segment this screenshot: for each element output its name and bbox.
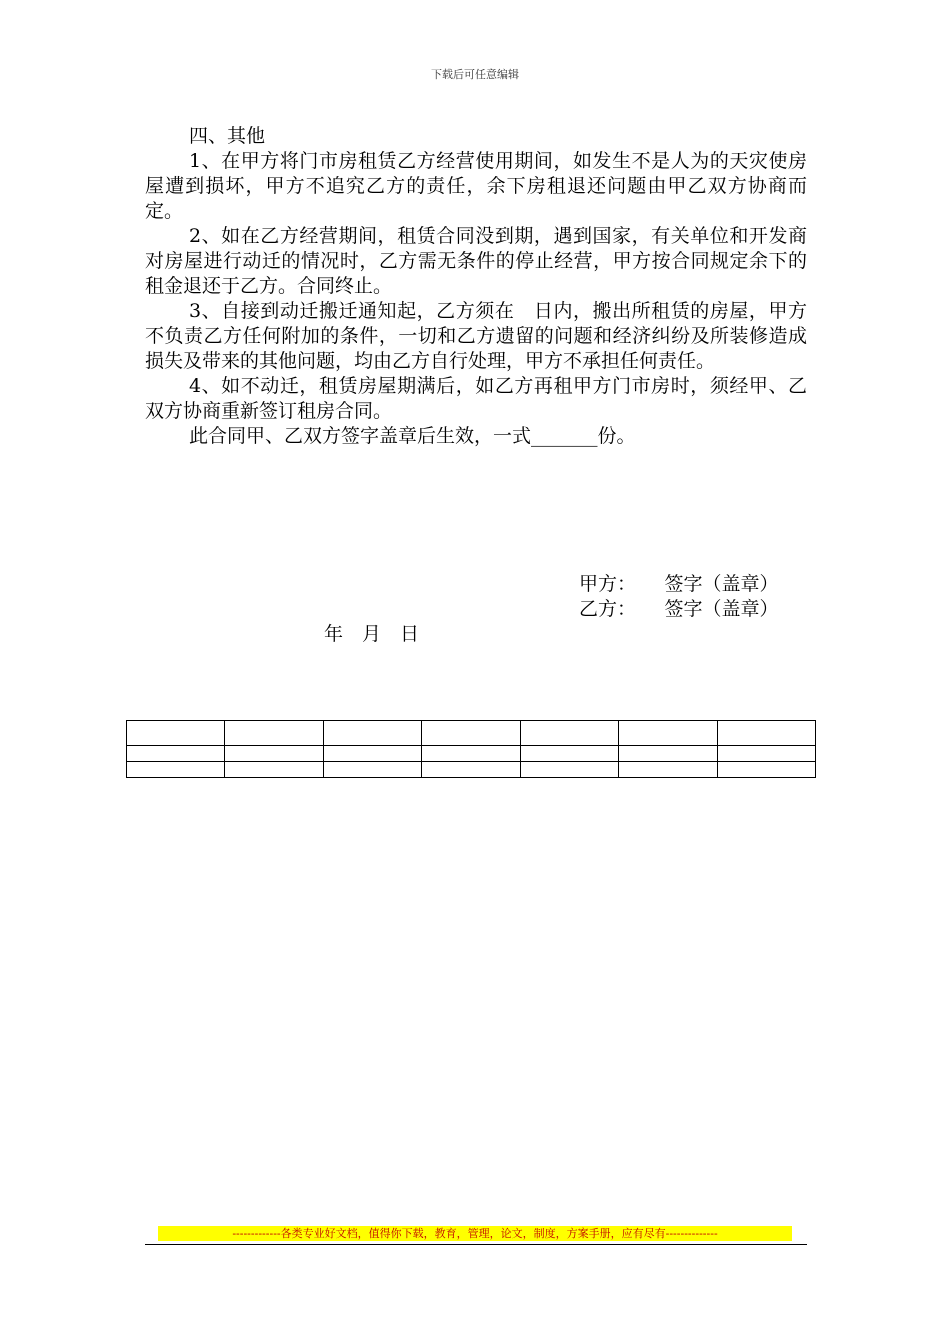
table-cell: [619, 721, 717, 746]
table-cell: [127, 746, 225, 762]
table-cell: [619, 746, 717, 762]
page-header: 下载后可任意编辑: [431, 68, 519, 81]
table-cell: [127, 762, 225, 778]
table-cell: [225, 746, 323, 762]
footer-divider: [145, 1244, 807, 1245]
table-cell: [520, 721, 618, 746]
table-row: [127, 762, 816, 778]
table-cell: [422, 746, 520, 762]
table-cell: [225, 762, 323, 778]
clause-1: 1、在甲方将门市房租赁乙方经营使用期间，如发生不是人为的天灾使房屋遭到损坏，甲方不追究乙方的责任，余下房租退还问题由甲乙双方协商而定。: [145, 150, 807, 222]
table-cell: [619, 762, 717, 778]
contract-body: [145, 124, 807, 449]
table-cell: [422, 762, 520, 778]
table-row: [127, 746, 816, 762]
blank-table: [126, 720, 816, 778]
party-a-signature: 甲方： 签字（盖章）: [579, 573, 779, 595]
table-cell: [323, 746, 421, 762]
table-cell: [422, 721, 520, 746]
party-b-signature: 乙方： 签字（盖章）: [579, 598, 779, 620]
section-title: 四、其他: [189, 125, 266, 147]
table-cell: [323, 721, 421, 746]
effective-clause: 此合同甲、乙双方签字盖章后生效，一式_______份。: [189, 425, 636, 447]
table-row: [127, 721, 816, 746]
table-cell: [520, 746, 618, 762]
table-cell: [717, 746, 815, 762]
clause-4: 4、如不动迁，租赁房屋期满后，如乙方再租甲方门市房时，须经甲、乙双方协商重新签订租房合同。: [145, 375, 807, 422]
footer-banner: -------------各类专业好文档，值得你下载，教育，管理，论文，制度，方案手册，应有尽有--------------: [158, 1226, 792, 1241]
table-cell: [717, 762, 815, 778]
table-cell: [520, 762, 618, 778]
table-cell: [717, 721, 815, 746]
date-line: 年 月 日: [324, 623, 420, 645]
clause-2: 2、如在乙方经营期间，租赁合同没到期，遇到国家，有关单位和开发商对房屋进行动迁的情况时，乙方需无条件的停止经营，甲方按合同规定余下的租金退还于乙方。合同终止。: [145, 225, 807, 297]
table-cell: [225, 721, 323, 746]
table-cell: [127, 721, 225, 746]
clause-3: 3、自接到动迁搬迁通知起，乙方须在 日内，搬出所租赁的房屋，甲方不负责乙方任何附加的条件，一切和乙方遗留的问题和经济纠纷及所装修造成损失及带来的其他问题，均由乙方自行处理，甲方不承担任何责任。: [145, 300, 807, 372]
table-cell: [323, 762, 421, 778]
